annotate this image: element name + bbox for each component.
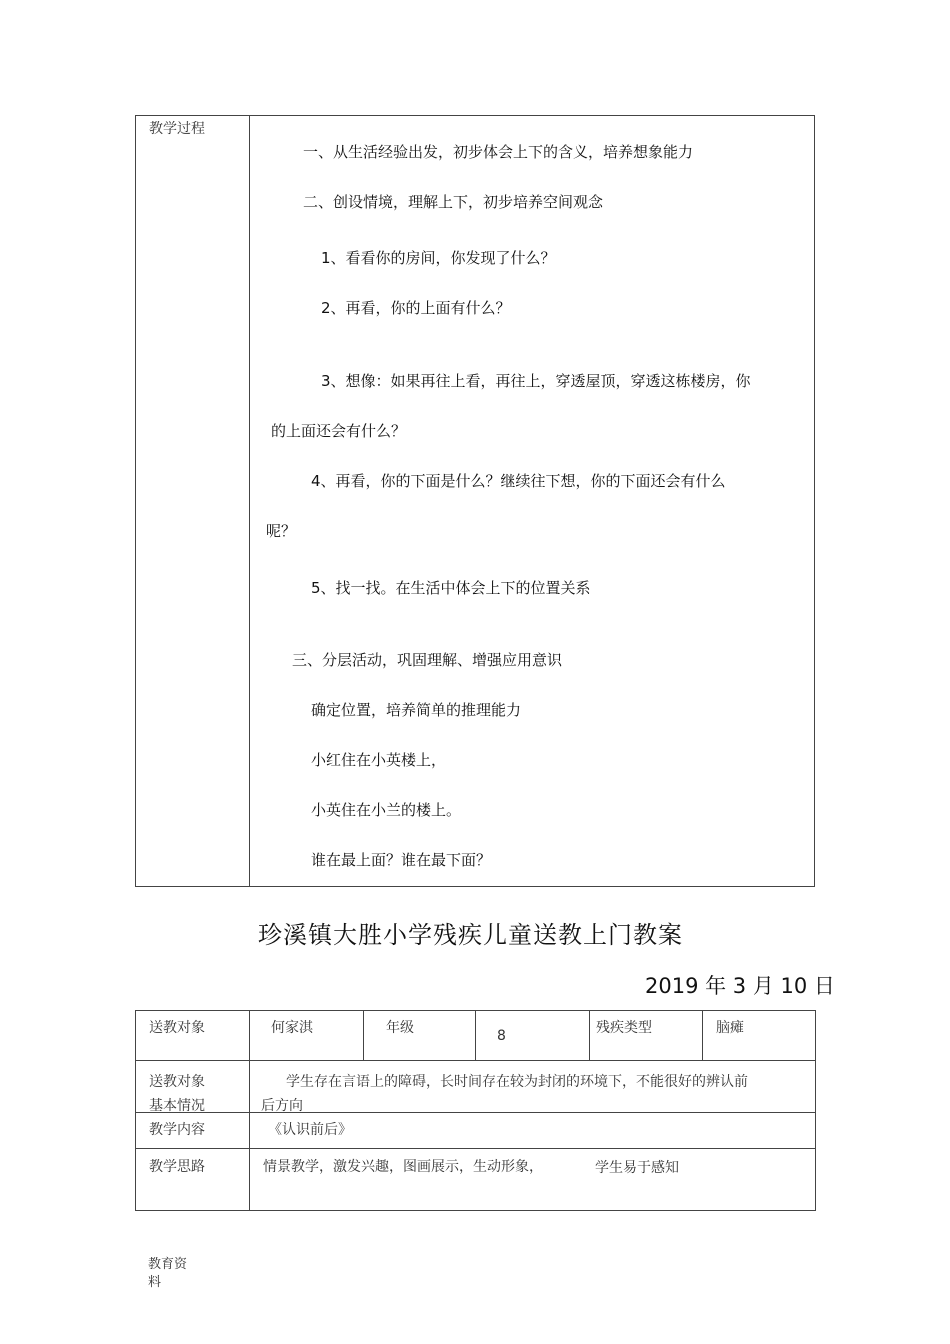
process-line: 1、看看你的房间，你发现了什么？ — [321, 249, 556, 267]
process-line: 三、分层活动，巩固理解、增强应用意识 — [292, 651, 563, 669]
process-line: 确定位置，培养简单的推理能力 — [311, 701, 522, 719]
process-line: 二、创设情境，理解上下，初步培养空间观念 — [303, 193, 604, 211]
footer-line2: 料 — [148, 1275, 162, 1290]
row-divider — [136, 1060, 815, 1061]
approach-value2: 学生易于感知 — [595, 1160, 679, 1176]
process-line: 谁在最上面？谁在最下面？ — [311, 851, 492, 869]
document-date: 2019 年 3 月 10 日 — [645, 974, 835, 998]
document-title: 珍溪镇大胜小学残疾儿童送教上门教案 — [258, 921, 683, 949]
teaching-process-label: 教学过程 — [149, 121, 205, 137]
process-line: 5、找一找。在生活中体会上下的位置关系 — [311, 579, 591, 597]
column-divider — [363, 1011, 364, 1060]
process-line: 小英住在小兰的楼上。 — [311, 801, 462, 819]
grade-value: 8 — [497, 1028, 506, 1044]
target-label: 送教对象 — [149, 1020, 205, 1036]
column-divider — [249, 116, 250, 886]
situation-label-line1: 送教对象 — [149, 1074, 205, 1090]
footer-note — [148, 1256, 187, 1292]
situation-text-line1: 学生存在言语上的障碍，长时间存在较为封闭的环境下，不能很好的辨认前 — [286, 1074, 748, 1090]
row-divider — [136, 1148, 815, 1149]
content-label: 教学内容 — [149, 1122, 205, 1138]
column-divider — [589, 1011, 590, 1060]
column-divider — [702, 1011, 703, 1060]
row-divider — [136, 1112, 815, 1113]
situation-label-line2: 基本情况 — [149, 1098, 205, 1114]
process-line: 小红住在小英楼上， — [311, 751, 447, 769]
process-line: 4、再看，你的下面是什么？继续往下想，你的下面还会有什么 — [311, 472, 726, 490]
grade-label: 年级 — [386, 1020, 414, 1036]
situation-text-line2: 后方向 — [261, 1098, 303, 1114]
process-line: 2、再看，你的上面有什么？ — [321, 299, 511, 317]
disability-label: 残疾类型 — [596, 1020, 652, 1036]
process-line: 的上面还会有什么？ — [271, 422, 407, 440]
column-divider — [475, 1011, 476, 1060]
approach-value: 情景教学，激发兴趣，图画展示，生动形象， — [263, 1159, 543, 1175]
target-value: 何家淇 — [271, 1020, 313, 1036]
process-line: 3、想像：如果再往上看，再往上，穿透屋顶，穿透这栋楼房，你 — [321, 372, 751, 390]
process-line: 一、从生活经验出发，初步体会上下的含义，培养想象能力 — [303, 143, 694, 161]
student-info-table — [135, 1010, 816, 1211]
content-value: 《认识前后》 — [268, 1122, 352, 1138]
approach-label: 教学思路 — [149, 1159, 205, 1175]
footer-line1: 教育资 — [148, 1257, 188, 1272]
disability-value: 脑瘫 — [716, 1020, 744, 1036]
teaching-process-table — [135, 115, 815, 887]
column-divider — [249, 1011, 250, 1210]
process-line: 呢？ — [266, 522, 297, 540]
